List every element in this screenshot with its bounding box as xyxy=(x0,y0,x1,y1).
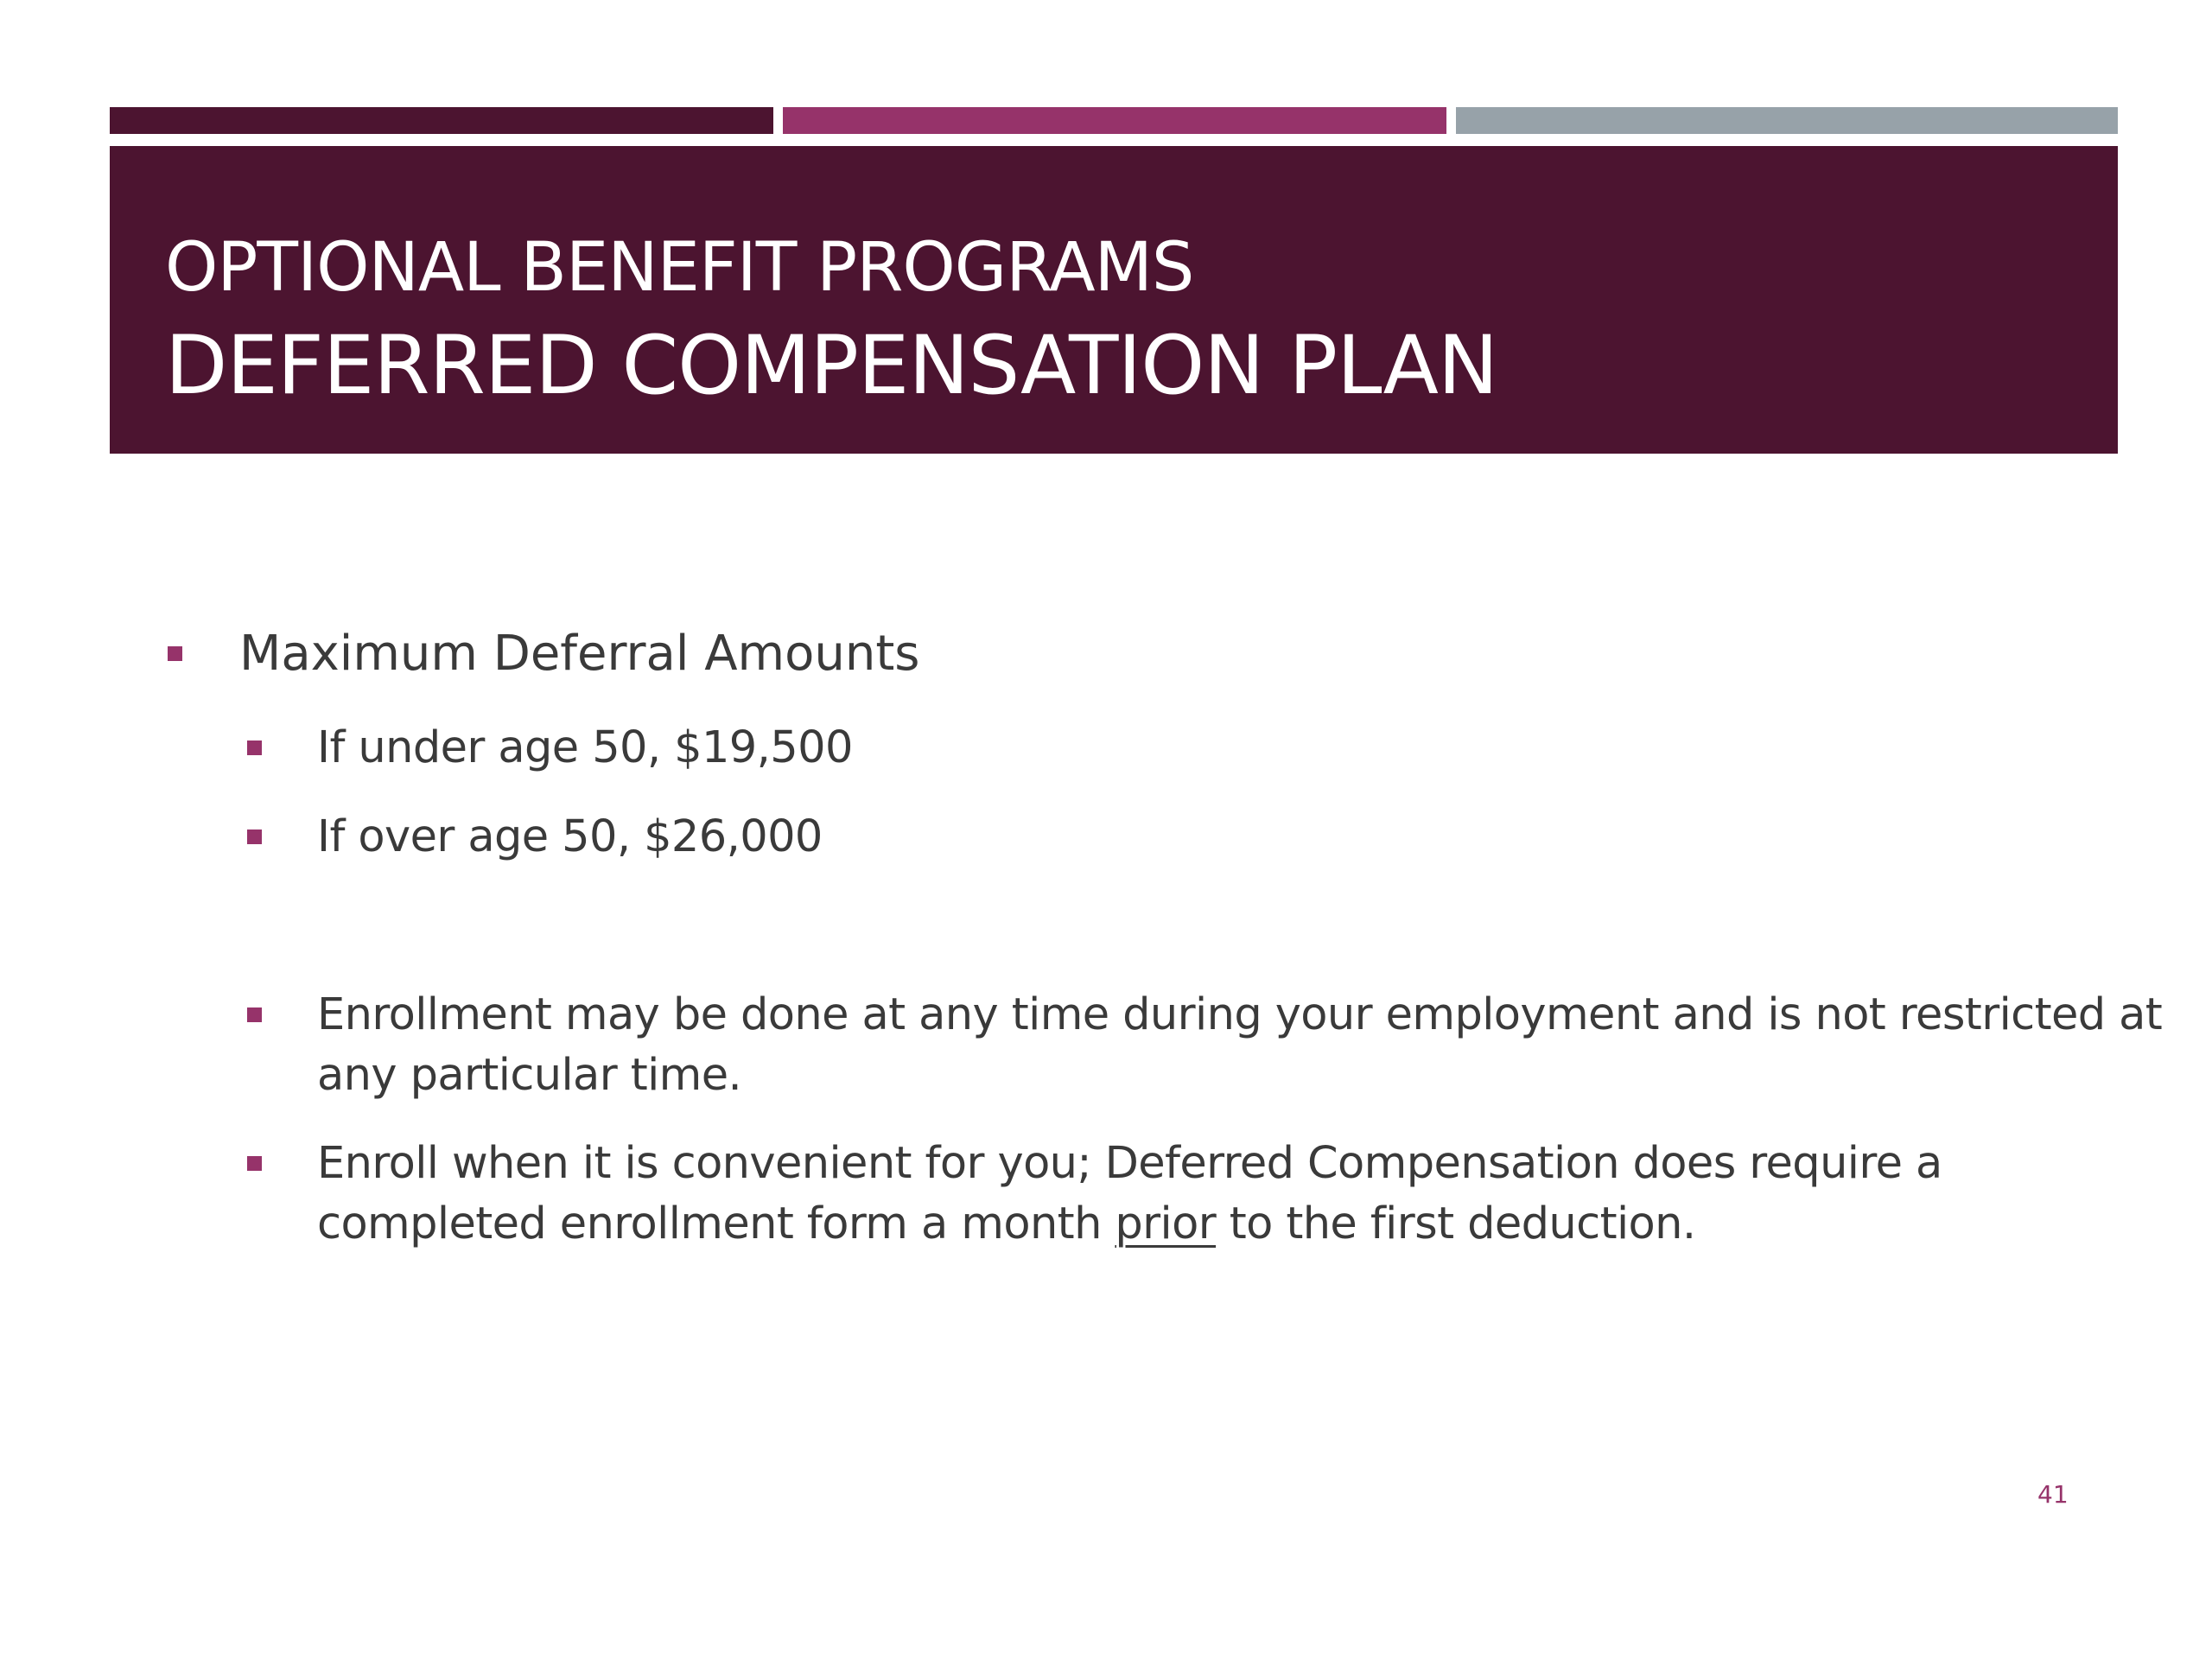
accent-bar-gray xyxy=(1456,107,2118,134)
sub-bullet-under-50: If under age 50, $19,500 xyxy=(317,722,853,773)
square-bullet-icon xyxy=(247,1156,262,1171)
square-bullet-icon xyxy=(247,741,262,755)
sub-bullet-enrollment-line-2: any particular time. xyxy=(317,1050,742,1101)
sub-bullet-enroll-convenient-line-2 xyxy=(317,1194,1696,1255)
square-bullet-icon xyxy=(247,830,262,844)
enroll-line-2-before: completed enrollment form a month xyxy=(317,1198,1116,1249)
page-number: 41 xyxy=(2037,1480,2069,1509)
title-banner xyxy=(110,146,2118,454)
underlined-word-prior: prior xyxy=(1115,1198,1217,1249)
enroll-line-2-after: to the first deduction. xyxy=(1216,1198,1696,1249)
sub-bullet-enrollment-line-1: Enrollment may be done at any time during your employment and is not restricted at xyxy=(317,989,2163,1040)
slide-title-line-2: DEFERRED COMPENSATION PLAN xyxy=(165,319,1498,413)
sub-bullet-over-50: If over age 50, $26,000 xyxy=(317,811,823,862)
square-bullet-icon xyxy=(247,1007,262,1022)
square-bullet-icon xyxy=(168,646,182,661)
sub-bullet-enroll-convenient-line-1: Enroll when it is convenient for you; Deferred Compensation does require a xyxy=(317,1138,1942,1189)
accent-bar-magenta xyxy=(783,107,1446,134)
accent-bar-dark xyxy=(110,107,773,134)
bullet-maximum-deferral: Maximum Deferral Amounts xyxy=(239,626,920,682)
slide-title-line-1: OPTIONAL BENEFIT PROGRAMS xyxy=(165,229,1194,307)
